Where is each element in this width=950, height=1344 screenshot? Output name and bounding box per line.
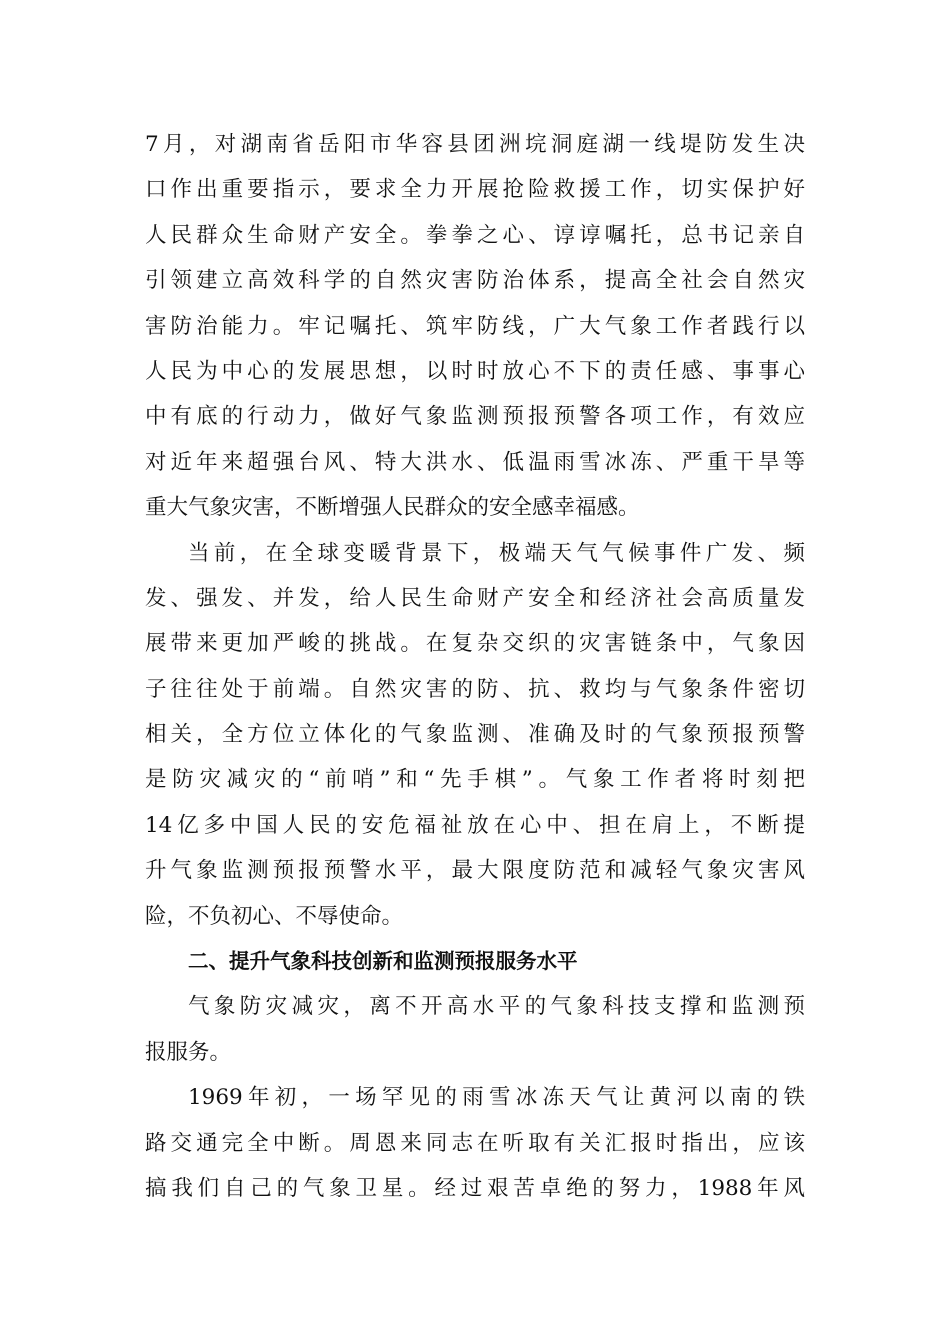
paragraph-line: 发、强发、并发，给人民生命财产安全和经济社会高质量发 <box>145 585 805 611</box>
document-body <box>145 122 805 1211</box>
paragraph-line: 路交通完全中断。周恩来同志在听取有关汇报时指出，应该 <box>145 1130 805 1156</box>
paragraph-line: 重大气象灾害，不断增强人民群众的安全感幸福感。 <box>145 495 640 521</box>
paragraph-line: 险，不负初心、不辱使命。 <box>145 903 404 929</box>
paragraph-line: 报服务。 <box>145 1039 232 1065</box>
paragraph-line: 口作出重要指示，要求全力开展抢险救援工作，切实保护好 <box>145 177 805 203</box>
paragraph-line: 子往往处于前端。自然灾害的防、抗、救均与气象条件密切 <box>145 676 805 702</box>
paragraph-line: 展带来更加严峻的挑战。在复杂交织的灾害链条中，气象因 <box>145 631 805 657</box>
paragraph-line: 搞我们自己的气象卫星。经过艰苦卓绝的努力，1988年风 <box>145 1175 805 1201</box>
paragraph-1 <box>145 122 805 531</box>
paragraph-line: 气象防灾减灾，离不开高水平的气象科技支撑和监测预 <box>188 994 805 1020</box>
paragraph-4 <box>145 1075 805 1211</box>
paragraph-line: 人民为中心的发展思想，以时时放心不下的责任感、事事心 <box>145 358 805 384</box>
paragraph-line: 7月，对湖南省岳阳市华容县团洲垸洞庭湖一线堤防发生决 <box>145 132 805 157</box>
paragraph-line: 中有底的行动力，做好气象监测预报预警各项工作，有效应 <box>145 404 805 430</box>
paragraph-line: 相关，全方位立体化的气象监测、准确及时的气象预报预警 <box>145 722 805 748</box>
section-heading: 二、提升气象科技创新和监测预报服务水平 <box>188 949 578 974</box>
paragraph-line: 1969年初，一场罕见的雨雪冰冻天气让黄河以南的铁 <box>188 1085 805 1111</box>
paragraph-line: 升气象监测预报预警水平，最大限度防范和减轻气象灾害风 <box>145 858 805 884</box>
paragraph-3 <box>145 984 805 1075</box>
paragraph-line: 害防治能力。牢记嘱托、筑牢防线，广大气象工作者践行以 <box>145 313 805 339</box>
paragraph-line: 引领建立高效科学的自然灾害防治体系，提高全社会自然灾 <box>145 268 805 294</box>
paragraph-line: 14亿多中国人民的安危福祉放在心中、担在肩上，不断提 <box>145 812 805 838</box>
paragraph-line: 是防灾减灾的“前哨”和“先手棋”。气象工作者将时刻把 <box>145 767 805 793</box>
paragraph-line: 对近年来超强台风、特大洪水、低温雨雪冰冻、严重干旱等 <box>145 449 805 475</box>
paragraph-2 <box>145 531 805 940</box>
paragraph-line: 当前，在全球变暖背景下，极端天气气候事件广发、频 <box>188 540 805 566</box>
paragraph-line: 人民群众生命财产安全。拳拳之心、谆谆嘱托，总书记亲自 <box>145 222 805 248</box>
